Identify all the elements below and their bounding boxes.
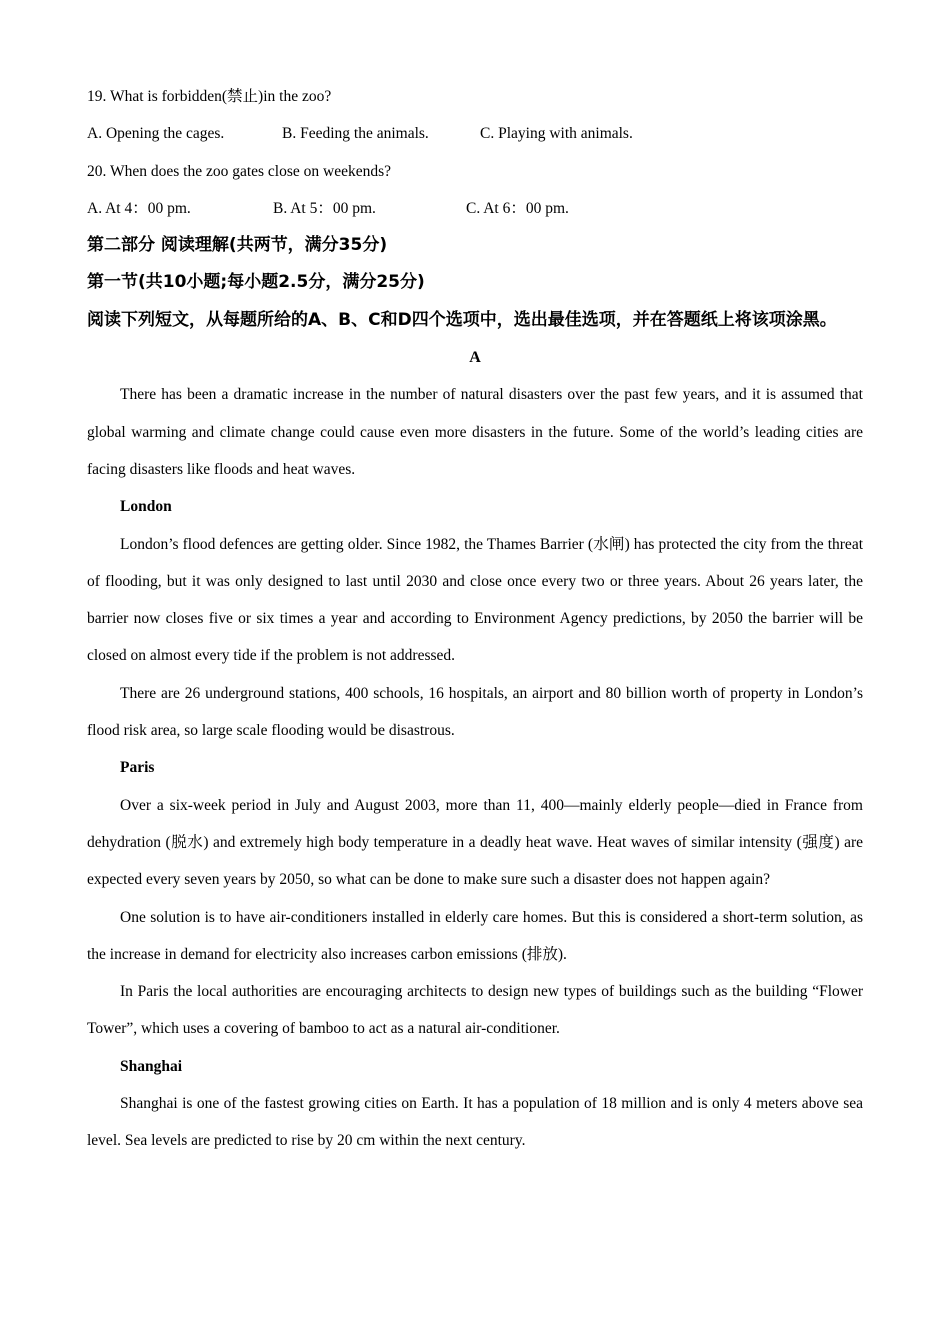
paris-paragraph-1: Over a six-week period in July and August 2003, more than 11, 400—mainly elderly people—died in France from dehydration (脱水) and extremely high body temperature in a deadly heat wave. Heat waves of similar intensity (强度) are expected every seven years by 2050, so what can be done to make sure such a disaster does not happen again? bbox=[87, 796, 863, 889]
question-20-option-b: B. At 5：00 pm. bbox=[273, 199, 376, 217]
question-19-option-c: C. Playing with animals. bbox=[480, 125, 633, 143]
exam-page bbox=[87, 78, 863, 1160]
paris-paragraph-3: In Paris the local authorities are encouraging architects to design new types of buildings such as the building “Flower Tower”, which uses a covering of bamboo to act as a natural air-conditioner. bbox=[87, 983, 863, 1038]
paris-paragraph-2: One solution is to have air-conditioners installed in elderly care homes. But this is considered a short-term solution, as the increase in demand for electricity also increases carbon emissions (排放). bbox=[87, 908, 863, 963]
section-title: 第一节(共10小题;每小题2.5分，满分25分) bbox=[87, 272, 425, 293]
passage-intro: There has been a dramatic increase in the number of natural disasters over the past few years, and it is assumed that global warming and climate change could cause even more disasters in the future. Some of the world’s leading cities are facing disasters like floods and heat waves. bbox=[87, 386, 863, 478]
question-20-option-a: A. At 4：00 pm. bbox=[87, 199, 191, 217]
question-20-options bbox=[87, 190, 863, 227]
shanghai-heading: Shanghai bbox=[120, 1057, 183, 1075]
london-paragraph-1: London’s flood defences are getting older. Since 1982, the Thames Barrier (水闸) has protected the city from the threat of flooding, but it was only designed to last until 2030 and close once every two or three years. About 26 years later, the barrier now closes five or six times a year and according to Environment Agency predictions, by 2050 the barrier will be closed on almost every tide if the problem is not addressed. bbox=[87, 535, 863, 665]
passage-label: A bbox=[469, 349, 481, 367]
london-heading: London bbox=[120, 498, 172, 516]
section-instruction: 阅读下列短文，从每题所给的A、B、C和D四个选项中，选出最佳选项，并在答题纸上将该项涂黑。 bbox=[87, 309, 837, 330]
london-paragraph-2: There are 26 underground stations, 400 schools, 16 hospitals, an airport and 80 billion worth of property in London’s flood risk area, so large scale flooding would be disastrous. bbox=[87, 684, 863, 740]
question-20-stem: 20. When does the zoo gates close on weekends? bbox=[87, 162, 392, 180]
question-20-option-c: C. At 6：00 pm. bbox=[466, 199, 569, 217]
shanghai-paragraph-1: Shanghai is one of the fastest growing cities on Earth. It has a population of 18 million and is only 4 meters above sea level. Sea levels are predicted to rise by 20 cm within the next century. bbox=[87, 1095, 863, 1150]
part-title: 第二部分 阅读理解(共两节，满分35分) bbox=[87, 235, 388, 256]
question-19-option-a: A. Opening the cages. bbox=[87, 125, 225, 143]
question-19-options bbox=[87, 115, 863, 152]
paris-heading: Paris bbox=[120, 759, 155, 777]
question-19-option-b: B. Feeding the animals. bbox=[282, 125, 429, 143]
question-19-stem: 19. What is forbidden(禁止)in the zoo? bbox=[87, 88, 332, 105]
